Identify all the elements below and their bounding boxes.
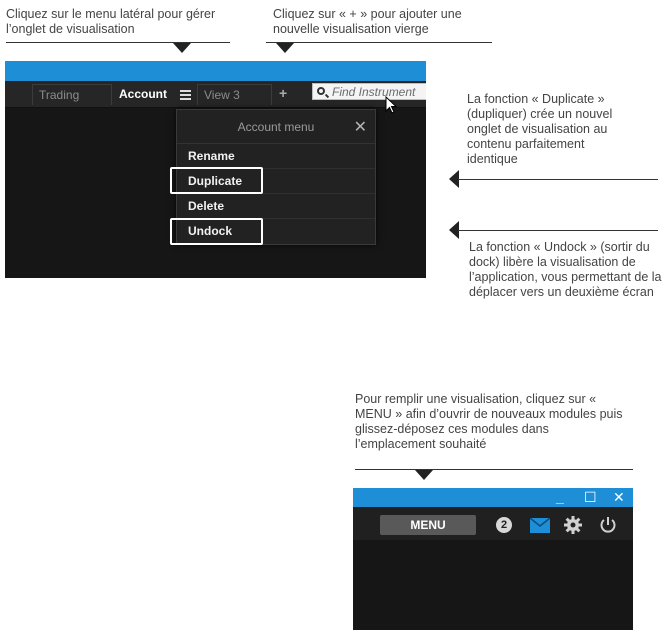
account-menu-title: Account menu (237, 120, 315, 134)
callout-arrow-down (415, 470, 433, 480)
menu-item-delete[interactable]: Delete (177, 194, 375, 219)
highlight-box-duplicate (170, 167, 263, 194)
menu-item-rename[interactable]: Rename (177, 144, 375, 169)
callout-line (458, 230, 658, 231)
app-screenshot-menu (353, 488, 633, 630)
callout-sidebar-menu: Cliquez sur le menu latéral pour gérer l’onglet de visualisation (6, 7, 216, 36)
close-icon[interactable]: ✕ (353, 119, 367, 136)
mouse-cursor-icon (385, 96, 397, 114)
highlight-box-undock (170, 218, 263, 245)
callout-arrow-down (173, 43, 191, 53)
callout-arrow-down (276, 43, 294, 53)
callout-line (266, 42, 492, 43)
menu-item-duplicate[interactable]: Duplicate (177, 169, 375, 194)
callout-line (355, 469, 633, 470)
notification-badge[interactable]: 2 (496, 517, 512, 533)
tab-account[interactable]: Account (119, 87, 167, 101)
callout-undock: La fonction « Undock » (sortir du dock) libère la visualisation de l’application, vous permettant de la déplacer vers un deuxième écran (469, 240, 662, 299)
menu-item-undock[interactable]: Undock (188, 224, 233, 238)
minimize-icon[interactable]: _ (556, 489, 564, 505)
tab-trading[interactable]: Trading (32, 84, 112, 105)
tab-view-3[interactable]: View 3 (197, 84, 272, 105)
callout-line (6, 42, 230, 43)
close-window-icon[interactable]: ✕ (613, 489, 625, 505)
account-menu-header (177, 110, 375, 144)
callout-fill-view: Pour remplir une visualisation, cliquez sur « MENU » afin d’ouvrir de nouveaux modules puis glissez-déposez ces modules dans l’emplacement souhaité (355, 392, 623, 451)
hamburger-menu-icon[interactable] (180, 90, 191, 102)
callout-add-tab: Cliquez sur « + » pour ajouter une nouvelle visualisation vierge (273, 7, 462, 36)
search-placeholder: Find Instrument (332, 85, 416, 99)
add-tab-button[interactable]: + (279, 85, 288, 101)
search-input[interactable] (312, 83, 426, 100)
app-screenshot-tabs (5, 61, 426, 278)
title-bar (5, 61, 426, 81)
callout-line (458, 179, 658, 180)
menu-button[interactable]: MENU (380, 515, 476, 535)
gear-icon[interactable] (564, 516, 582, 534)
maximize-icon[interactable]: ☐ (584, 489, 597, 505)
search-icon (317, 87, 325, 95)
callout-duplicate: La fonction « Duplicate » (dupliquer) crée un nouvel onglet de visualisation au contenu parfaitement identique (467, 92, 613, 166)
power-icon[interactable] (599, 516, 617, 534)
mail-icon[interactable] (530, 518, 550, 533)
